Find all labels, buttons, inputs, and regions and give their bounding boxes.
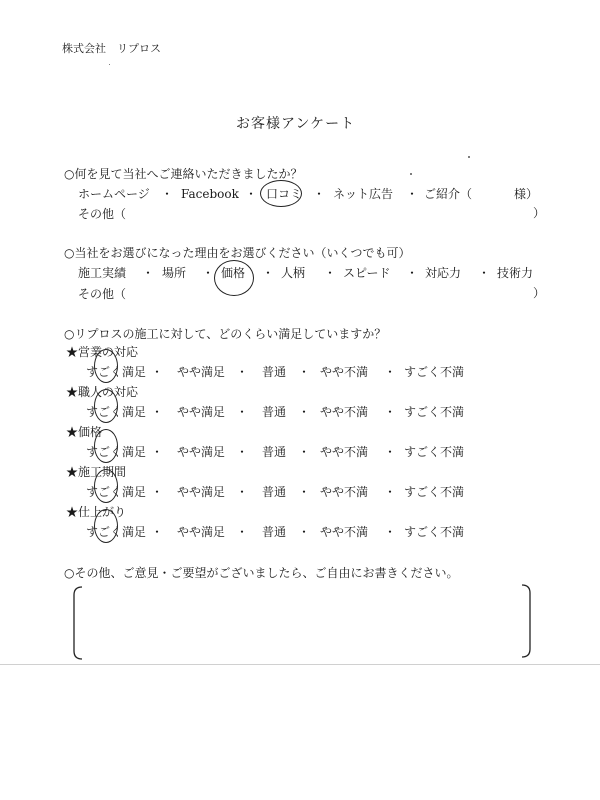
rating-option[interactable]: すごく満足 bbox=[86, 405, 147, 419]
rating-separator: ・ bbox=[236, 405, 249, 419]
comment-box-right-bracket bbox=[520, 583, 534, 659]
q2-separator: ・ bbox=[142, 266, 155, 280]
q2-option-price[interactable]: 価格 bbox=[221, 266, 246, 280]
rating-option[interactable]: 普通 bbox=[262, 365, 287, 379]
rating-option[interactable]: やや満足 bbox=[177, 405, 226, 419]
q2-option-location[interactable]: 場所 bbox=[162, 266, 187, 280]
company-name: 株式会社 リプロス bbox=[62, 42, 161, 55]
q2-other-close: ） bbox=[533, 286, 546, 300]
rating-option[interactable]: やや不満 bbox=[320, 525, 369, 539]
q1-option-homepage[interactable]: ホームページ bbox=[78, 187, 150, 201]
rating-separator: ・ bbox=[151, 445, 164, 459]
q1-option-other[interactable]: その他（ bbox=[78, 207, 127, 221]
rating-option[interactable]: 普通 bbox=[262, 405, 287, 419]
rating-category-label: ★施工期間 bbox=[66, 465, 127, 479]
comment-input-area[interactable] bbox=[86, 590, 516, 654]
rating-option[interactable]: すごく不満 bbox=[404, 525, 465, 539]
q1-separator: ・ bbox=[245, 187, 258, 201]
page-edge-line bbox=[0, 664, 600, 665]
rating-separator: ・ bbox=[236, 485, 249, 499]
rating-separator: ・ bbox=[151, 485, 164, 499]
rating-separator: ・ bbox=[384, 525, 397, 539]
q1-separator: ・ bbox=[406, 187, 419, 201]
rating-separator: ・ bbox=[384, 485, 397, 499]
rating-option[interactable]: 普通 bbox=[262, 525, 287, 539]
q1-separator: ・ bbox=[313, 187, 326, 201]
q2-option-other[interactable]: その他（ bbox=[78, 287, 127, 301]
question-3: ○リプロスの施工に対して、どのくらい満足していますか？ bbox=[64, 327, 387, 341]
rating-separator: ・ bbox=[298, 485, 311, 499]
rating-option[interactable]: すごく不満 bbox=[404, 365, 465, 379]
rating-separator: ・ bbox=[151, 525, 164, 539]
rating-option[interactable]: すごく満足 bbox=[86, 525, 147, 539]
rating-separator: ・ bbox=[384, 445, 397, 459]
rating-separator: ・ bbox=[151, 405, 164, 419]
q1-option-referral-suffix: 様） bbox=[514, 187, 539, 201]
rating-option[interactable]: 普通 bbox=[262, 485, 287, 499]
q1-other-close: ） bbox=[533, 206, 546, 220]
rating-option[interactable]: 普通 bbox=[262, 445, 287, 459]
rating-option[interactable]: すごく満足 bbox=[86, 445, 147, 459]
rating-option[interactable]: やや不満 bbox=[320, 485, 369, 499]
rating-separator: ・ bbox=[384, 405, 397, 419]
rating-category-label: ★仕上がり bbox=[66, 505, 127, 519]
rating-option[interactable]: やや不満 bbox=[320, 405, 369, 419]
rating-option[interactable]: やや満足 bbox=[177, 445, 226, 459]
q1-separator: ・ bbox=[161, 187, 174, 201]
rating-option[interactable]: やや不満 bbox=[320, 445, 369, 459]
page-title: お客様アンケート bbox=[236, 116, 356, 132]
rating-separator: ・ bbox=[236, 525, 249, 539]
rating-option[interactable]: すごく満足 bbox=[86, 365, 147, 379]
rating-separator: ・ bbox=[298, 445, 311, 459]
rating-option[interactable]: やや満足 bbox=[177, 485, 226, 499]
rating-category-label: ★営業の対応 bbox=[66, 345, 139, 359]
q2-separator: ・ bbox=[324, 266, 337, 280]
q2-option-track-record[interactable]: 施工実績 bbox=[78, 266, 127, 280]
rating-category-label: ★価格 bbox=[66, 425, 103, 439]
q1-option-word-of-mouth[interactable]: 口コミ bbox=[266, 187, 303, 201]
rating-category-label: ★職人の対応 bbox=[66, 385, 139, 399]
q2-option-responsiveness[interactable]: 対応力 bbox=[425, 266, 462, 280]
q1-option-referral[interactable]: ご紹介（ bbox=[424, 187, 473, 201]
rating-separator: ・ bbox=[298, 525, 311, 539]
q2-option-technique[interactable]: 技術力 bbox=[497, 266, 534, 280]
scan-speck bbox=[109, 64, 110, 65]
rating-option[interactable]: すごく不満 bbox=[404, 485, 465, 499]
rating-separator: ・ bbox=[151, 365, 164, 379]
rating-option[interactable]: やや満足 bbox=[177, 525, 226, 539]
question-4: ○その他、ご意見・ご要望がございましたら、ご自由にお書きください。 bbox=[64, 566, 459, 580]
rating-separator: ・ bbox=[298, 365, 311, 379]
scan-speck bbox=[468, 156, 470, 158]
q2-separator: ・ bbox=[478, 266, 491, 280]
comment-box-left-bracket bbox=[70, 585, 84, 661]
q1-option-net-ad[interactable]: ネット広告 bbox=[333, 187, 394, 201]
q2-option-personality[interactable]: 人柄 bbox=[281, 266, 306, 280]
question-2: ○当社をお選びになった理由をお選びください（いくつでも可） bbox=[64, 246, 411, 260]
rating-separator: ・ bbox=[236, 445, 249, 459]
rating-separator: ・ bbox=[236, 365, 249, 379]
q2-separator: ・ bbox=[406, 266, 419, 280]
rating-separator: ・ bbox=[298, 405, 311, 419]
q2-option-speed[interactable]: スピード bbox=[343, 266, 391, 280]
rating-option[interactable]: やや満足 bbox=[177, 365, 226, 379]
rating-option[interactable]: すごく満足 bbox=[86, 485, 147, 499]
scan-speck bbox=[410, 173, 412, 175]
q2-separator: ・ bbox=[262, 266, 275, 280]
rating-option[interactable]: すごく不満 bbox=[404, 445, 465, 459]
q1-option-facebook[interactable]: Facebook bbox=[181, 187, 239, 201]
q2-separator: ・ bbox=[202, 266, 215, 280]
question-1: ○何を見て当社へご連絡いただきましたか？ bbox=[64, 167, 303, 181]
rating-option[interactable]: すごく不満 bbox=[404, 405, 465, 419]
rating-separator: ・ bbox=[384, 365, 397, 379]
rating-option[interactable]: やや不満 bbox=[320, 365, 369, 379]
